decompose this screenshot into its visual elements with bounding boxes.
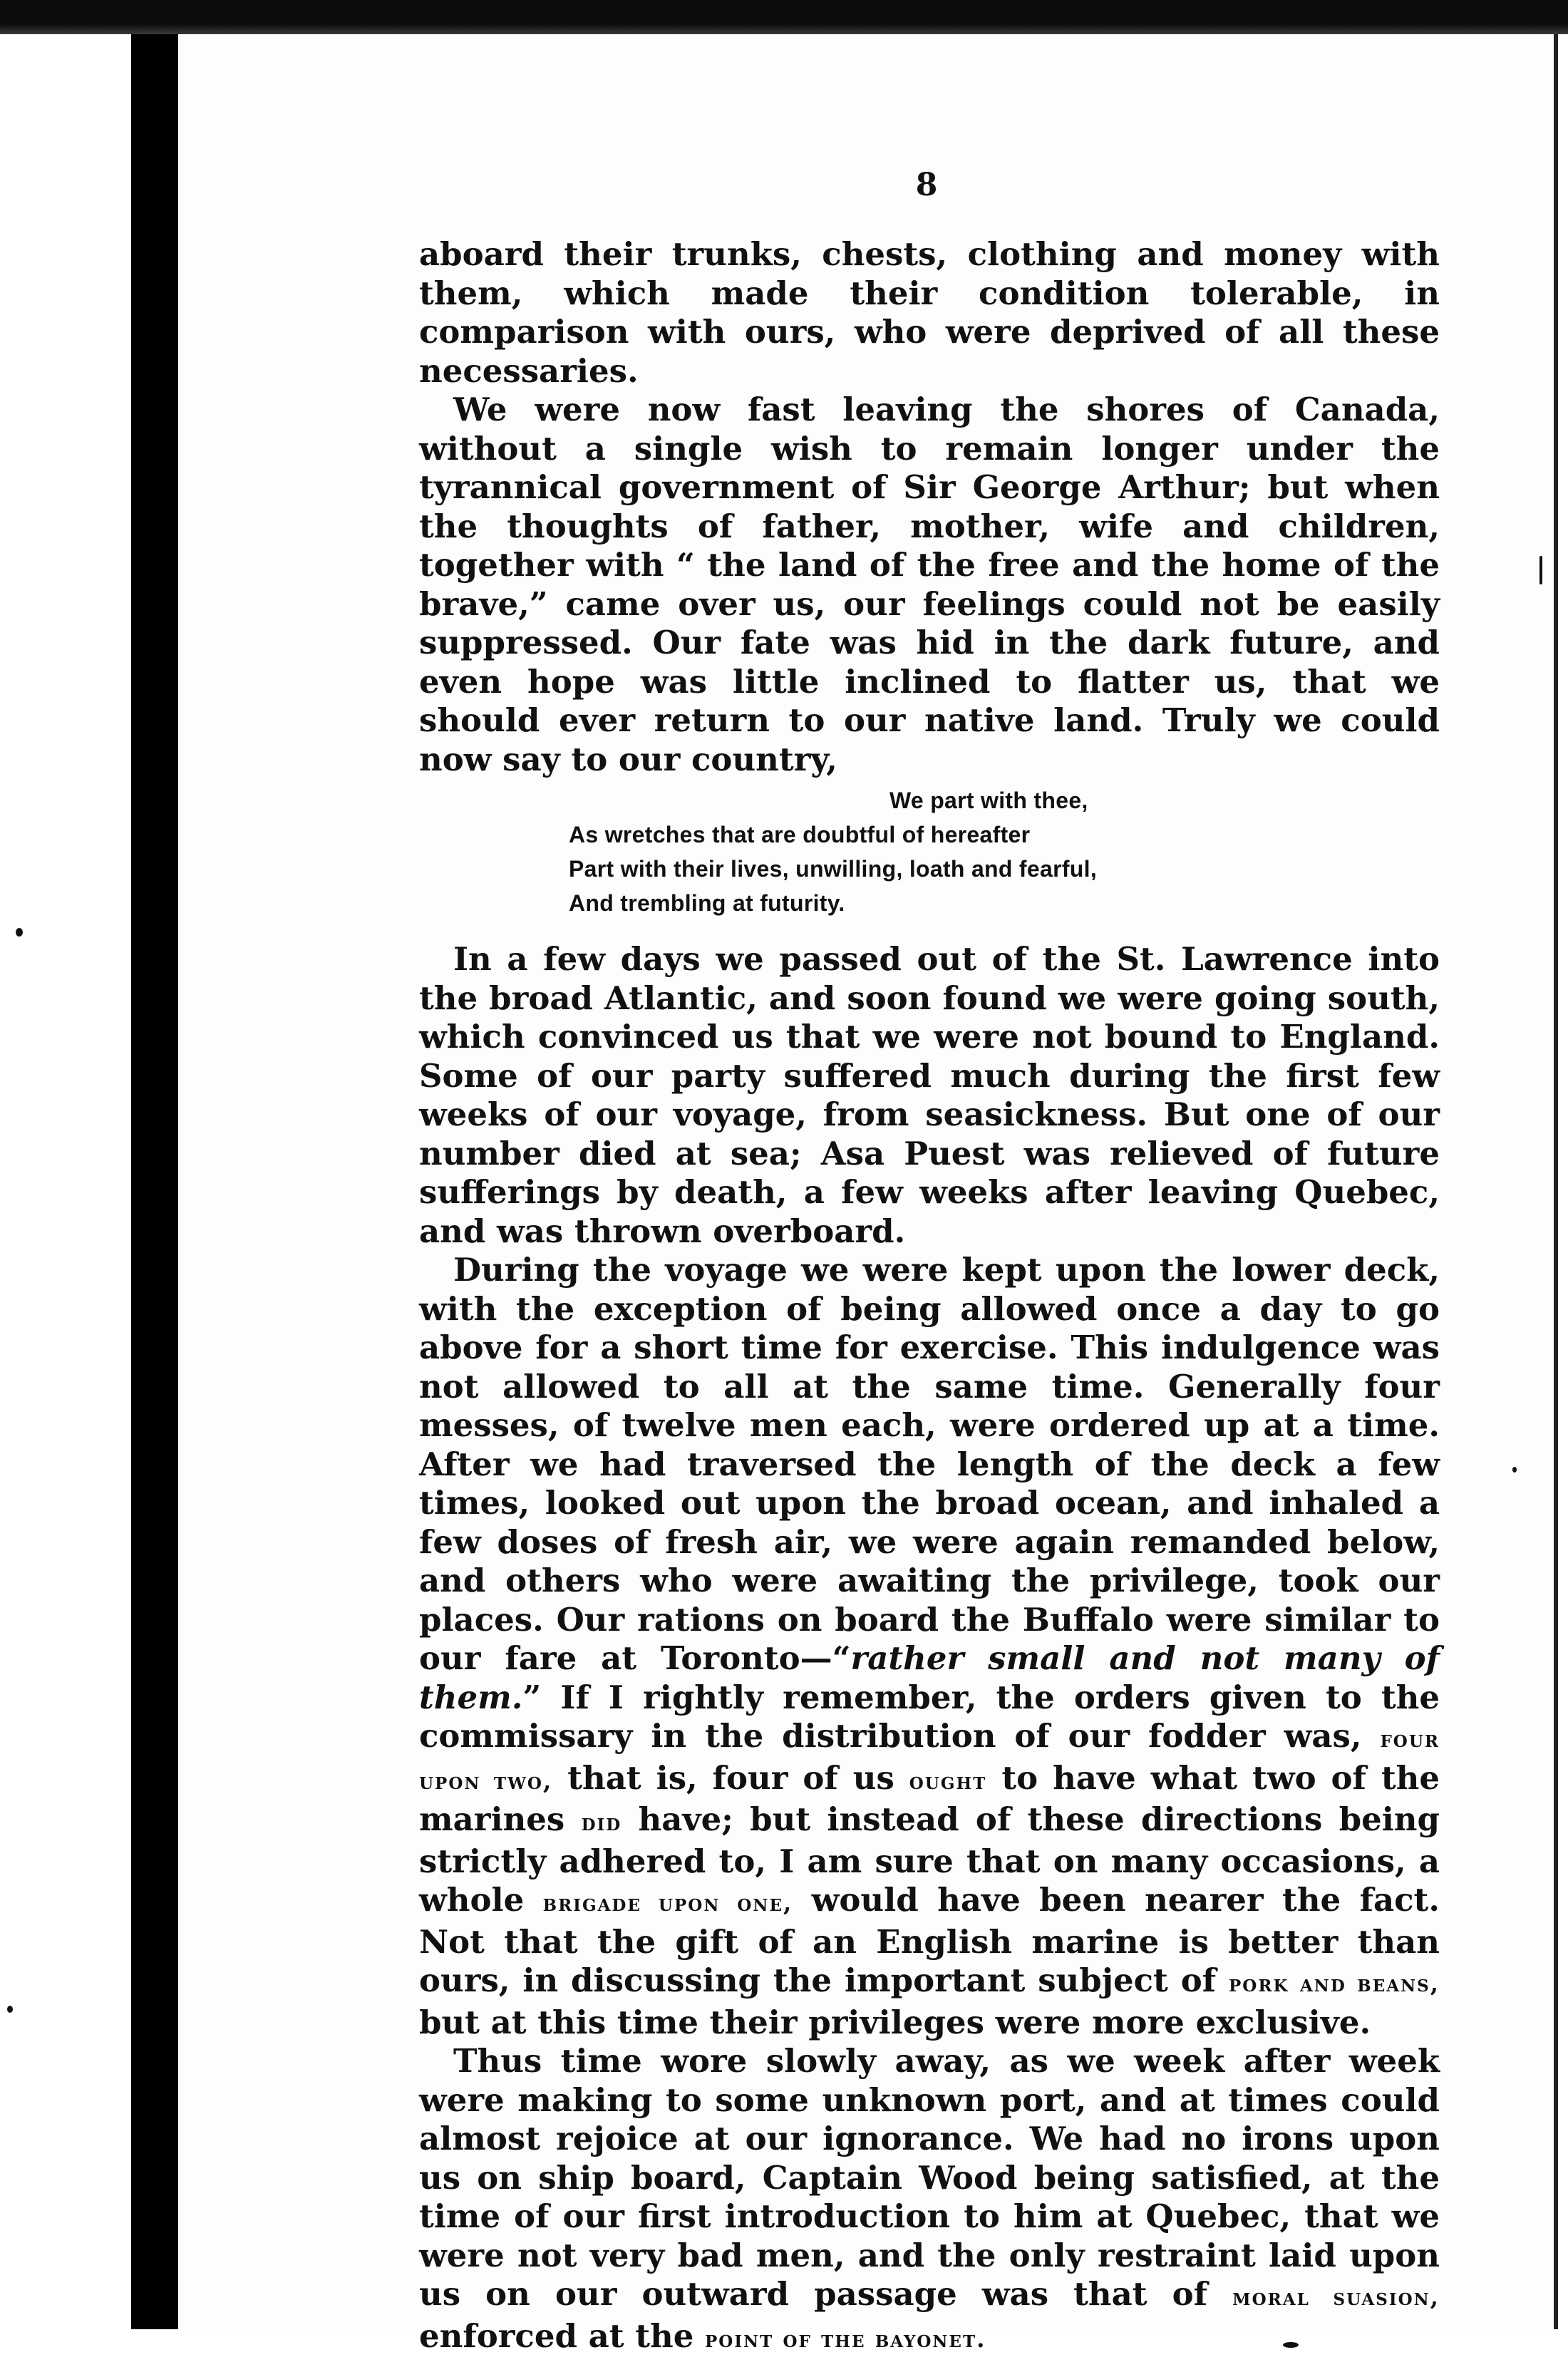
scan-speck: [1512, 1467, 1517, 1473]
paragraph-text: enforced at the: [419, 2316, 706, 2355]
paragraph-text: Thus time wore slowly away, as we week after week were making to some unknown port, and at times could almost rejoice at our ignorance. We had no irons upon us on ship board, Captain Wood being satisfied, at the time of our first introduction to him at Quebec, that we were not very bad men, and the only restraint laid upon us on our outward passage was that of: [419, 2042, 1440, 2313]
verse-quote: [569, 783, 1440, 920]
scan-left-margin: [0, 34, 128, 2372]
page-number: 8: [915, 167, 938, 203]
small-caps-phrase: ought: [909, 1767, 987, 1795]
paragraph-text: aboard their trunks, chests, clothing and money with them, which made their condition tolerable, in comparison with ours, who were deprived of all these necessaries.: [419, 235, 1440, 390]
paragraph: [419, 1251, 1440, 2042]
verse-line: And trembling at futurity.: [569, 890, 845, 916]
verse-line: As wretches that are doubtful of hereafter: [569, 822, 1031, 847]
page-body: [419, 235, 1440, 2358]
scan-speck: [16, 928, 23, 937]
paragraph-text: but at this time their privileges were more exclusive.: [419, 2003, 1371, 2041]
paragraph-text: We were now fast leaving the shores of Canada, without a single wish to remain longer under the tyrannical government of Sir George Arthur; but when the thoughts of father, mother, wife and children, together with “ the land of the free and the home of the brave,” came over us, our feelings could not be easily suppressed. Our fate was hid in the dark future, and even hope was little inclined to flatter us, that we should ever return to our native land. Truly we could now say to our country,: [419, 391, 1440, 778]
verse-line: Part with their lives, unwilling, loath and fearful,: [569, 856, 1098, 882]
verse-line: We part with thee,: [889, 788, 1088, 813]
paragraph-text: During the voyage we were kept upon the lower deck, with the exception of being allowed once a day to go above for a short time for exercise. This indulgence was not allowed to all at the same time. Generally four messes, of twelve men each, were ordered up at a time. After we had traversed the length of the deck a few times, looked out upon the broad ocean, and inhaled a few doses of fresh air, we were again remanded below, and others who were awaiting the privilege, took our places. Our rations on board the Buffalo were similar to our fare at Toronto—“: [419, 1251, 1440, 1677]
paragraph-text: would have been nearer the fact. Not that the gift of an English marine is better than ours, in discussing the important subject of: [419, 1881, 1440, 1999]
paragraph: [419, 391, 1440, 779]
paragraph-text: that is, four of us: [552, 1758, 909, 1797]
small-caps-phrase: did: [581, 1809, 622, 1836]
paragraph-text: to have what two of the marines: [419, 1758, 1440, 1838]
paragraph-text: ” If I rightly remember, the orders given to the commissary in the distribution of our fodder was,: [419, 1678, 1440, 1755]
small-caps-phrase: brigade upon one,: [542, 1889, 793, 1917]
paragraph-text: In a few days we passed out of the St. Lawrence into the broad Atlantic, and soon found we were going south, which convinced us that we were not bound to England. Some of our party suffered much during the first few weeks of our voyage, from seasickness. But one of our number died at sea; Asa Puest was relieved of future sufferings by death, a few weeks after leaving Quebec, and was thrown overboard.: [419, 940, 1440, 1250]
paragraph-continued: [419, 235, 1440, 391]
small-caps-phrase: four upon two,: [419, 1726, 1440, 1795]
small-caps-phrase: moral suasion,: [1232, 2284, 1440, 2311]
small-caps-phrase: point of the bayonet.: [705, 2325, 986, 2353]
small-caps-phrase: pork and beans,: [1229, 1970, 1440, 1997]
paragraph: [419, 2042, 1440, 2358]
binding-shadow: [131, 34, 178, 2329]
paragraph-text: have; but instead of these directions being strictly adhered to, I am sure that on many occasions, a whole: [419, 1800, 1440, 1919]
scan-top-edge: [0, 0, 1568, 34]
scan-speck: [1539, 556, 1542, 584]
scan-speck: [7, 2006, 13, 2013]
italic-quote: rather small and not many of them.: [419, 1639, 1440, 1716]
paragraph: [419, 940, 1440, 1251]
